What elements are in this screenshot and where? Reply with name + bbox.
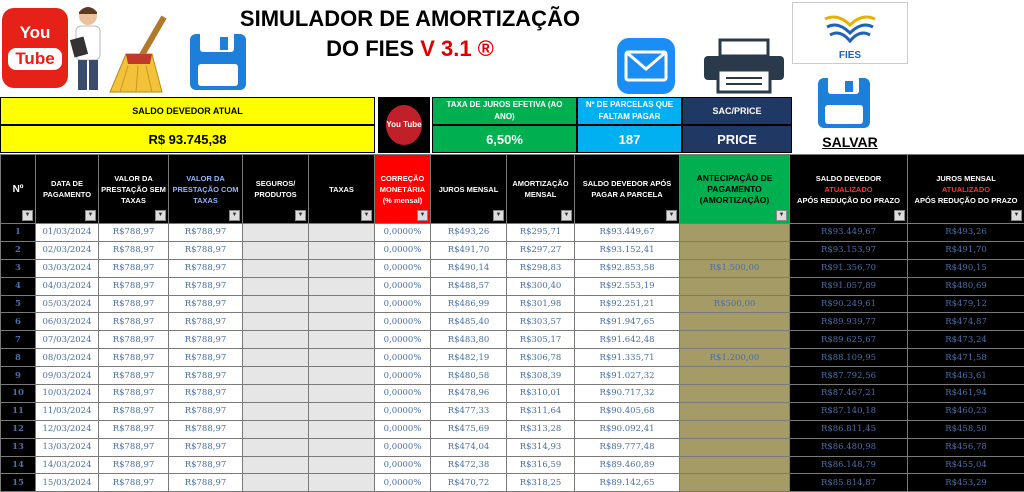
cell-antecipacao[interactable]	[680, 402, 790, 420]
cell-amortizacao[interactable]: R$310,01	[507, 385, 575, 403]
row-number[interactable]: 14	[1, 456, 36, 474]
table-row	[1, 241, 1024, 259]
saldo-devedor-label: SALDO DEVEDOR ATUAL	[0, 97, 375, 125]
cell-valor-com-taxas[interactable]: R$788,97	[169, 295, 243, 313]
cell-date[interactable]: 03/03/2024	[36, 259, 99, 277]
cell-correcao[interactable]: 0,0000%	[375, 224, 431, 242]
cell-valor-com-taxas[interactable]: R$788,97	[169, 438, 243, 456]
cell-juros-atualizado[interactable]: R$493,26	[908, 224, 1024, 242]
page-title-main: DO FIES	[326, 36, 420, 61]
cell-juros[interactable]: R$490,14	[431, 259, 507, 277]
cell-saldo-atualizado[interactable]: R$90.249,61	[790, 295, 908, 313]
cell-valor-com-taxas[interactable]: R$788,97	[169, 241, 243, 259]
page-title-line2	[150, 36, 670, 62]
cell-amortizacao[interactable]: R$298,83	[507, 259, 575, 277]
taxa-juros-value[interactable]: 6,50%	[432, 125, 577, 153]
col-header-juros-atualizado[interactable]: JUROS MENSAL ATUALIZADO APÓS REDUÇÃO DO PRAZO ▼	[908, 155, 1024, 224]
col-header-seguros[interactable]: SEGUROS/ PRODUTOS ▼	[243, 155, 309, 224]
table-row	[1, 224, 1024, 242]
cell-correcao[interactable]: 0,0000%	[375, 241, 431, 259]
col-header-amortizacao[interactable]: AMORTIZAÇÃO MENSAL ▼	[507, 155, 575, 224]
cell-saldo-atualizado[interactable]: R$86.480,98	[790, 438, 908, 456]
col-header-data[interactable]: DATA DE PAGAMENTO ▼	[36, 155, 99, 224]
cell-juros-atualizado[interactable]: R$460,23	[908, 402, 1024, 420]
cell-juros[interactable]: R$474,04	[431, 438, 507, 456]
filter-dropdown-icon[interactable]: ▼	[85, 210, 96, 221]
cell-valor-sem-taxas[interactable]: R$788,97	[99, 420, 169, 438]
cell-seguros[interactable]	[243, 241, 309, 259]
salvar-floppy-icon[interactable]	[818, 78, 870, 128]
cell-amortizacao[interactable]: R$301,98	[507, 295, 575, 313]
filter-dropdown-icon[interactable]: ▼	[22, 210, 33, 221]
cell-saldo-atualizado[interactable]: R$93.449,67	[790, 224, 908, 242]
cell-saldo-atualizado[interactable]: R$89.625,67	[790, 331, 908, 349]
cell-taxas[interactable]	[309, 420, 375, 438]
cell-date[interactable]: 13/03/2024	[36, 438, 99, 456]
cell-juros[interactable]: R$486,99	[431, 295, 507, 313]
cell-seguros[interactable]	[243, 402, 309, 420]
cell-valor-sem-taxas[interactable]: R$788,97	[99, 224, 169, 242]
cell-valor-sem-taxas[interactable]: R$788,97	[99, 295, 169, 313]
cell-correcao[interactable]: 0,0000%	[375, 385, 431, 403]
cell-correcao[interactable]: 0,0000%	[375, 402, 431, 420]
cell-seguros[interactable]	[243, 331, 309, 349]
cell-valor-com-taxas[interactable]: R$788,97	[169, 259, 243, 277]
youtube-icon-text-bottom: Tube	[8, 48, 62, 70]
cell-correcao[interactable]: 0,0000%	[375, 277, 431, 295]
cell-saldo-apos[interactable]: R$89.777,48	[575, 438, 680, 456]
cell-taxas[interactable]	[309, 241, 375, 259]
cell-juros-atualizado[interactable]: R$453,29	[908, 474, 1024, 492]
cell-date[interactable]: 04/03/2024	[36, 277, 99, 295]
fies-logo-text: FIES	[793, 50, 907, 61]
cell-saldo-apos[interactable]: R$90.717,32	[575, 385, 680, 403]
row-number[interactable]: 11	[1, 402, 36, 420]
row-number[interactable]: 5	[1, 295, 36, 313]
table-row	[1, 420, 1024, 438]
cell-juros-atualizado[interactable]: R$463,61	[908, 367, 1024, 385]
cell-seguros[interactable]	[243, 277, 309, 295]
cell-seguros[interactable]	[243, 313, 309, 331]
cell-correcao[interactable]: 0,0000%	[375, 295, 431, 313]
cell-juros-atualizado[interactable]: R$461,94	[908, 385, 1024, 403]
cell-saldo-atualizado[interactable]: R$93.153,97	[790, 241, 908, 259]
cell-date[interactable]: 06/03/2024	[36, 313, 99, 331]
cell-valor-com-taxas[interactable]: R$788,97	[169, 277, 243, 295]
table-row	[1, 349, 1024, 367]
cell-saldo-apos[interactable]: R$93.152,41	[575, 241, 680, 259]
page-title-line1: SIMULADOR DE AMORTIZAÇÃO	[150, 6, 670, 32]
row-number[interactable]: 8	[1, 349, 36, 367]
cell-valor-com-taxas[interactable]: R$788,97	[169, 224, 243, 242]
youtube-icon-text-top: You	[20, 23, 51, 42]
cell-taxas[interactable]	[309, 277, 375, 295]
row-number[interactable]: 9	[1, 367, 36, 385]
col-header-taxas[interactable]: TAXAS ▼	[309, 155, 375, 224]
cell-seguros[interactable]	[243, 438, 309, 456]
cell-date[interactable]: 07/03/2024	[36, 331, 99, 349]
cell-valor-sem-taxas[interactable]: R$788,97	[99, 259, 169, 277]
cell-valor-com-taxas[interactable]: R$788,97	[169, 474, 243, 492]
cell-antecipacao[interactable]	[680, 277, 790, 295]
cell-valor-com-taxas[interactable]: R$788,97	[169, 349, 243, 367]
cell-antecipacao[interactable]	[680, 241, 790, 259]
cell-antecipacao[interactable]: R$1.500,00	[680, 259, 790, 277]
cell-saldo-apos[interactable]: R$91.947,65	[575, 313, 680, 331]
cell-juros-atualizado[interactable]: R$474,87	[908, 313, 1024, 331]
row-number[interactable]: 2	[1, 241, 36, 259]
cell-juros[interactable]: R$483,80	[431, 331, 507, 349]
cell-amortizacao[interactable]: R$311,64	[507, 402, 575, 420]
row-number[interactable]: 10	[1, 385, 36, 403]
table-row	[1, 313, 1024, 331]
cell-juros-atualizado[interactable]: R$473,24	[908, 331, 1024, 349]
cell-juros-atualizado[interactable]: R$455,04	[908, 456, 1024, 474]
cell-date[interactable]: 10/03/2024	[36, 385, 99, 403]
filter-dropdown-icon[interactable]: ▼	[894, 210, 905, 221]
col-header-juros[interactable]: JUROS MENSAL ▼	[431, 155, 507, 224]
cell-valor-sem-taxas[interactable]: R$788,97	[99, 402, 169, 420]
cell-seguros[interactable]	[243, 367, 309, 385]
cell-amortizacao[interactable]: R$306,78	[507, 349, 575, 367]
cell-saldo-apos[interactable]: R$91.642,48	[575, 331, 680, 349]
saldo-devedor-value[interactable]: R$ 93.745,38	[0, 125, 375, 153]
cell-valor-com-taxas[interactable]: R$788,97	[169, 420, 243, 438]
cell-antecipacao[interactable]: R$500,00	[680, 295, 790, 313]
cell-correcao[interactable]: 0,0000%	[375, 456, 431, 474]
cell-valor-com-taxas[interactable]: R$788,97	[169, 331, 243, 349]
version-label: V 3.1 ®	[420, 36, 494, 61]
cell-saldo-apos[interactable]: R$90.405,68	[575, 402, 680, 420]
sistema-value[interactable]: PRICE	[682, 125, 792, 153]
cell-juros[interactable]: R$470,72	[431, 474, 507, 492]
row-number[interactable]: 12	[1, 420, 36, 438]
cell-taxas[interactable]	[309, 402, 375, 420]
cell-saldo-atualizado[interactable]: R$91.356,70	[790, 259, 908, 277]
filter-dropdown-icon[interactable]: ▼	[417, 210, 428, 221]
cell-date[interactable]: 09/03/2024	[36, 367, 99, 385]
cell-valor-com-taxas[interactable]: R$788,97	[169, 385, 243, 403]
cell-saldo-apos[interactable]: R$92.553,19	[575, 277, 680, 295]
cell-amortizacao[interactable]: R$303,57	[507, 313, 575, 331]
parcelas-value[interactable]: 187	[577, 125, 682, 153]
cell-valor-com-taxas[interactable]: R$788,97	[169, 313, 243, 331]
cell-saldo-atualizado[interactable]: R$86.148,79	[790, 456, 908, 474]
cell-antecipacao[interactable]	[680, 385, 790, 403]
filter-dropdown-icon[interactable]: ▼	[295, 210, 306, 221]
cell-saldo-apos[interactable]: R$90.092,41	[575, 420, 680, 438]
cell-juros[interactable]: R$475,69	[431, 420, 507, 438]
filter-dropdown-icon[interactable]: ▼	[561, 210, 572, 221]
table-row	[1, 331, 1024, 349]
cell-date[interactable]: 14/03/2024	[36, 456, 99, 474]
youtube-small-icon[interactable]	[378, 97, 430, 153]
cell-saldo-apos[interactable]: R$89.460,89	[575, 456, 680, 474]
cell-correcao[interactable]: 0,0000%	[375, 367, 431, 385]
cell-date[interactable]: 08/03/2024	[36, 349, 99, 367]
cell-saldo-atualizado[interactable]: R$89.939,77	[790, 313, 908, 331]
cell-juros[interactable]: R$491,70	[431, 241, 507, 259]
row-number[interactable]: 7	[1, 331, 36, 349]
cell-amortizacao[interactable]: R$305,17	[507, 331, 575, 349]
parcelas-label: Nº DE PARCELAS QUE FALTAM PAGAR	[577, 97, 682, 125]
cell-saldo-atualizado[interactable]: R$85.814,87	[790, 474, 908, 492]
cell-juros-atualizado[interactable]: R$479,12	[908, 295, 1024, 313]
cell-correcao[interactable]: 0,0000%	[375, 313, 431, 331]
cell-amortizacao[interactable]: R$314,93	[507, 438, 575, 456]
cell-juros[interactable]: R$478,96	[431, 385, 507, 403]
row-number[interactable]: 1	[1, 224, 36, 242]
cell-date[interactable]: 15/03/2024	[36, 474, 99, 492]
cell-seguros[interactable]	[243, 295, 309, 313]
cell-antecipacao[interactable]: R$1.200,00	[680, 349, 790, 367]
row-number[interactable]: 6	[1, 313, 36, 331]
cell-juros[interactable]: R$482,19	[431, 349, 507, 367]
col-header-saldo-atualizado[interactable]: SALDO DEVEDOR ATUALIZADO APÓS REDUÇÃO DO PRAZO ▼	[790, 155, 908, 224]
fies-logo[interactable]	[792, 2, 908, 64]
cell-antecipacao[interactable]	[680, 313, 790, 331]
table-row	[1, 402, 1024, 420]
filter-dropdown-icon[interactable]: ▼	[493, 210, 504, 221]
taxa-juros-label: TAXA DE JUROS EFETIVA (AO ANO)	[432, 97, 577, 125]
cell-taxas[interactable]	[309, 349, 375, 367]
email-icon[interactable]	[617, 38, 675, 94]
filter-dropdown-icon[interactable]: ▼	[361, 210, 372, 221]
cell-seguros[interactable]	[243, 385, 309, 403]
cell-saldo-atualizado[interactable]: R$88.109,95	[790, 349, 908, 367]
cell-juros-atualizado[interactable]: R$480,69	[908, 277, 1024, 295]
table-row	[1, 456, 1024, 474]
cell-juros-atualizado[interactable]: R$491,70	[908, 241, 1024, 259]
amortization-table	[0, 154, 1024, 492]
cell-juros[interactable]: R$480,58	[431, 367, 507, 385]
youtube-icon[interactable]	[2, 8, 68, 88]
cell-date[interactable]: 12/03/2024	[36, 420, 99, 438]
cell-seguros[interactable]	[243, 349, 309, 367]
cell-valor-sem-taxas[interactable]: R$788,97	[99, 456, 169, 474]
cell-valor-sem-taxas[interactable]: R$788,97	[99, 313, 169, 331]
filter-dropdown-icon[interactable]: ▼	[1011, 210, 1022, 221]
cell-amortizacao[interactable]: R$313,28	[507, 420, 575, 438]
cell-juros-atualizado[interactable]: R$456,78	[908, 438, 1024, 456]
cell-amortizacao[interactable]: R$316,59	[507, 456, 575, 474]
cell-correcao[interactable]: 0,0000%	[375, 420, 431, 438]
cell-amortizacao[interactable]: R$300,40	[507, 277, 575, 295]
cell-saldo-atualizado[interactable]: R$86.811,45	[790, 420, 908, 438]
col-header-valor-com-taxas[interactable]: VALOR DA PRESTAÇÃO COM TAXAS ▼	[169, 155, 243, 224]
cell-juros[interactable]: R$493,26	[431, 224, 507, 242]
row-number[interactable]: 3	[1, 259, 36, 277]
cell-taxas[interactable]	[309, 367, 375, 385]
cell-juros-atualizado[interactable]: R$458,50	[908, 420, 1024, 438]
table-row	[1, 438, 1024, 456]
cell-saldo-apos[interactable]: R$93.449,67	[575, 224, 680, 242]
cell-taxas[interactable]	[309, 385, 375, 403]
col-header-antecipacao[interactable]: ANTECIPAÇÃO DE PAGAMENTO (AMORTIZAÇÃO) ▼	[680, 155, 790, 224]
cell-valor-sem-taxas[interactable]: R$788,97	[99, 331, 169, 349]
cell-taxas[interactable]	[309, 331, 375, 349]
filter-dropdown-icon[interactable]: ▼	[776, 210, 787, 221]
cell-saldo-atualizado[interactable]: R$87.140,18	[790, 402, 908, 420]
cell-juros-atualizado[interactable]: R$471,58	[908, 349, 1024, 367]
cell-saldo-atualizado[interactable]: R$87.467,21	[790, 385, 908, 403]
cell-saldo-apos[interactable]: R$91.335,71	[575, 349, 680, 367]
cell-correcao[interactable]: 0,0000%	[375, 474, 431, 492]
sistema-label: SAC/PRICE	[682, 97, 792, 125]
row-number[interactable]: 13	[1, 438, 36, 456]
cell-valor-com-taxas[interactable]: R$788,97	[169, 456, 243, 474]
cell-correcao[interactable]: 0,0000%	[375, 438, 431, 456]
col-header-saldo-apos[interactable]: SALDO DEVEDOR APÓS PAGAR A PARCELA ▼	[575, 155, 680, 224]
person-with-tablet-icon	[66, 4, 106, 92]
youtube-small-icon-text: You Tube	[386, 105, 422, 145]
table-row	[1, 277, 1024, 295]
cell-date[interactable]: 01/03/2024	[36, 224, 99, 242]
cell-correcao[interactable]: 0,0000%	[375, 349, 431, 367]
cell-valor-sem-taxas[interactable]: R$788,97	[99, 474, 169, 492]
cell-juros[interactable]: R$488,57	[431, 277, 507, 295]
cell-date[interactable]: 02/03/2024	[36, 241, 99, 259]
salvar-label[interactable]: SALVAR	[818, 134, 882, 150]
table-row	[1, 295, 1024, 313]
row-number[interactable]: 4	[1, 277, 36, 295]
filter-dropdown-icon[interactable]: ▼	[666, 210, 677, 221]
cell-seguros[interactable]	[243, 224, 309, 242]
cell-juros[interactable]: R$472,38	[431, 456, 507, 474]
cell-antecipacao[interactable]	[680, 224, 790, 242]
cell-saldo-apos[interactable]: R$92.853,58	[575, 259, 680, 277]
col-header-num[interactable]: Nº ▼	[1, 155, 36, 224]
filter-dropdown-icon[interactable]: ▼	[229, 210, 240, 221]
table-row	[1, 385, 1024, 403]
cell-amortizacao[interactable]: R$308,39	[507, 367, 575, 385]
cell-juros-atualizado[interactable]: R$490,15	[908, 259, 1024, 277]
cell-antecipacao[interactable]	[680, 420, 790, 438]
cell-saldo-atualizado[interactable]: R$91.057,89	[790, 277, 908, 295]
cell-saldo-apos[interactable]: R$89.142,65	[575, 474, 680, 492]
cell-taxas[interactable]	[309, 313, 375, 331]
cell-taxas[interactable]	[309, 456, 375, 474]
cell-valor-com-taxas[interactable]: R$788,97	[169, 402, 243, 420]
cell-seguros[interactable]	[243, 456, 309, 474]
cell-taxas[interactable]	[309, 259, 375, 277]
cell-antecipacao[interactable]	[680, 331, 790, 349]
cell-juros[interactable]: R$485,40	[431, 313, 507, 331]
cell-antecipacao[interactable]	[680, 456, 790, 474]
cell-antecipacao[interactable]	[680, 367, 790, 385]
cell-antecipacao[interactable]	[680, 438, 790, 456]
cell-valor-sem-taxas[interactable]: R$788,97	[99, 367, 169, 385]
cell-taxas[interactable]	[309, 224, 375, 242]
col-header-correcao[interactable]: CORREÇÃO MONETÁRIA (% mensal) ▼	[375, 155, 431, 224]
cell-amortizacao[interactable]: R$295,71	[507, 224, 575, 242]
table-row	[1, 367, 1024, 385]
cell-amortizacao[interactable]: R$297,27	[507, 241, 575, 259]
printer-icon[interactable]	[698, 38, 790, 94]
cell-valor-sem-taxas[interactable]: R$788,97	[99, 385, 169, 403]
cell-seguros[interactable]	[243, 420, 309, 438]
cell-valor-sem-taxas[interactable]: R$788,97	[99, 349, 169, 367]
cell-juros[interactable]: R$477,33	[431, 402, 507, 420]
cell-valor-sem-taxas[interactable]: R$788,97	[99, 277, 169, 295]
cell-valor-sem-taxas[interactable]: R$788,97	[99, 241, 169, 259]
cell-correcao[interactable]: 0,0000%	[375, 259, 431, 277]
filter-dropdown-icon[interactable]: ▼	[155, 210, 166, 221]
cell-valor-com-taxas[interactable]: R$788,97	[169, 367, 243, 385]
row-number[interactable]: 15	[1, 474, 36, 492]
cell-saldo-apos[interactable]: R$92.251,21	[575, 295, 680, 313]
cell-correcao[interactable]: 0,0000%	[375, 331, 431, 349]
cell-amortizacao[interactable]: R$318,25	[507, 474, 575, 492]
cell-date[interactable]: 05/03/2024	[36, 295, 99, 313]
cell-taxas[interactable]	[309, 295, 375, 313]
cell-date[interactable]: 11/03/2024	[36, 402, 99, 420]
cell-seguros[interactable]	[243, 259, 309, 277]
cell-taxas[interactable]	[309, 438, 375, 456]
col-header-valor-sem-taxas[interactable]: VALOR DA PRESTAÇÃO SEM TAXAS ▼	[99, 155, 169, 224]
table-header-row	[1, 155, 1024, 224]
cell-saldo-atualizado[interactable]: R$87.792,56	[790, 367, 908, 385]
table-row	[1, 259, 1024, 277]
cell-saldo-apos[interactable]: R$91.027,32	[575, 367, 680, 385]
cell-valor-sem-taxas[interactable]: R$788,97	[99, 438, 169, 456]
